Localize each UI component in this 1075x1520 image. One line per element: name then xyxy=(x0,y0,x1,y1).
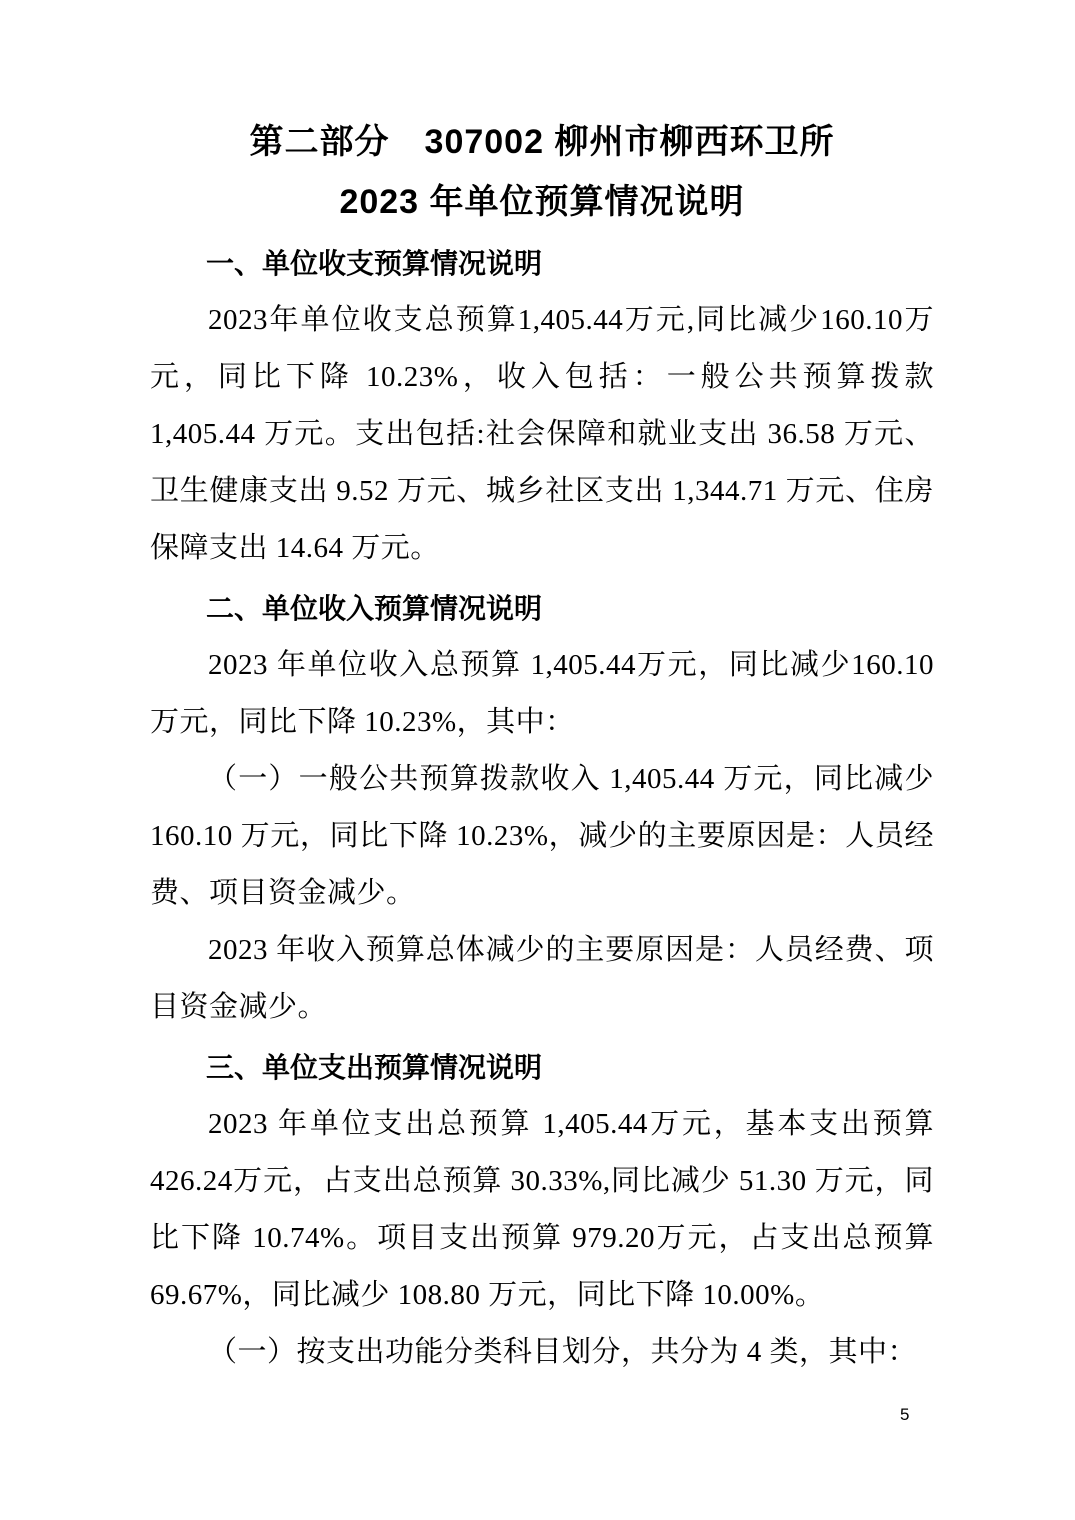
paragraph: 2023年单位收支总预算1,405.44万元,同比减少160.10万元，同比下降 10.23%，收入包括：一般公共预算拨款1,405.44 万元。支出包括:社会保障和就业支出 36.58 万元、卫生健康支出 9.52 万元、城乡社区支出 1,344.71 万元、住房保障支出 14.64 万元。 xyxy=(150,304,934,564)
section-heading-3: 三、单位支出预算情况说明 xyxy=(206,1052,543,1083)
section-expenditure xyxy=(150,1039,934,1381)
document-title-line2: 2023 年单位预算情况说明 xyxy=(339,183,745,221)
paragraph: 2023 年收入预算总体减少的主要原因是：人员经费、项目资金减少。 xyxy=(150,934,934,1023)
section-heading-1: 一、单位收支预算情况说明 xyxy=(206,248,543,279)
paragraph: （一）一般公共预算拨款收入 1,405.44 万元，同比减少 160.10 万元，同比下降 10.23%，减少的主要原因是：人员经费、项目资金减少。 xyxy=(150,763,934,909)
section-income xyxy=(150,580,934,1036)
document-title xyxy=(150,112,934,232)
document-content xyxy=(150,112,934,1381)
paragraph: 2023 年单位支出总预算 1,405.44万元，基本支出预算426.24万元，占支出总预算 30.33%,同比减少 51.30 万元，同比下降 10.74%。项目支出预算 979.20万元，占支出总预算 69.67%，同比减少 108.80 万元，同比下降 10.00%。 xyxy=(150,1108,934,1311)
document-title-line1: 第二部分 307002 柳州市柳西环卫所 xyxy=(249,123,835,161)
page-number: 5 xyxy=(900,1405,910,1424)
section-income-expenditure xyxy=(150,235,934,577)
section-heading-2: 二、单位收入预算情况说明 xyxy=(206,593,543,624)
paragraph: （一）按支出功能分类科目划分，共分为 4 类，其中： xyxy=(208,1336,918,1368)
paragraph: 2023 年单位收入总预算 1,405.44万元，同比减少160.10 万元，同比下降 10.23%，其中： xyxy=(150,649,934,738)
